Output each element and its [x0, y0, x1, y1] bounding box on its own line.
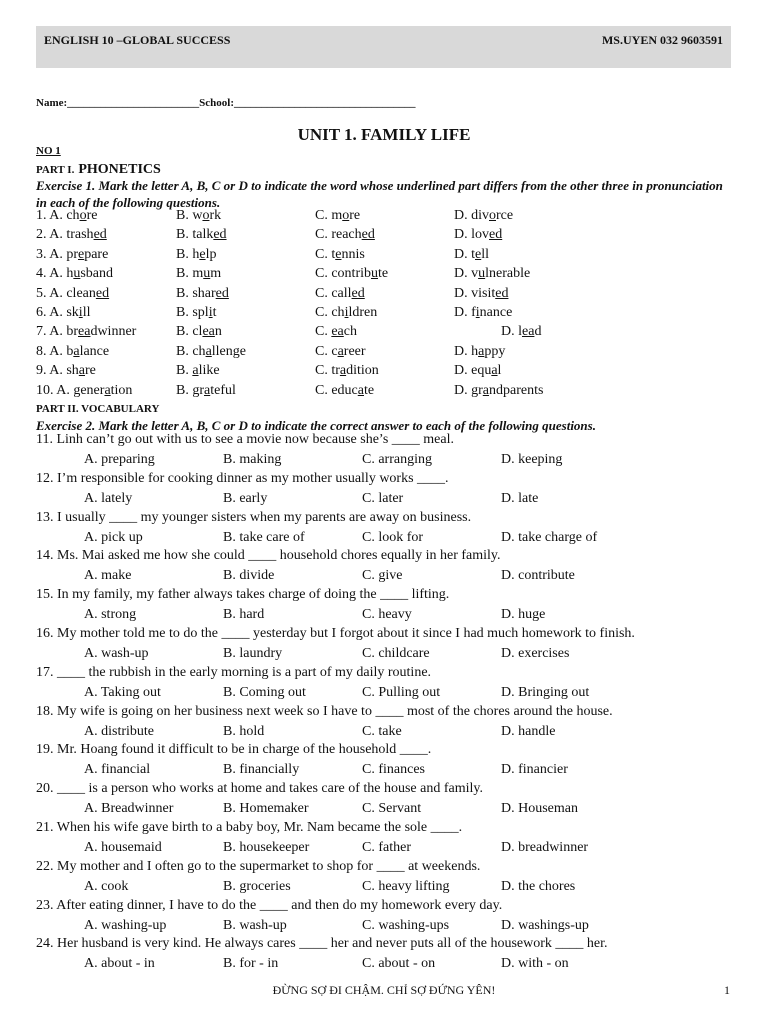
answer-options — [0, 530, 768, 548]
question-text: 12. I’m responsible for cooking dinner as my mother usually works ____. — [36, 470, 449, 486]
phonetics-option — [36, 363, 96, 379]
teacher-contact: MS.UYEN 032 9603591 — [601, 33, 723, 47]
underlined-part: e — [475, 246, 482, 262]
phonetics-option — [454, 247, 489, 263]
phonetics-option — [176, 363, 220, 379]
answer-option: D. handle — [501, 723, 556, 739]
question-text: 13. I usually ____ my younger sisters when my parents are away on business. — [36, 509, 472, 525]
option-text: C. m — [315, 208, 343, 223]
option-text: ndparents — [489, 382, 544, 398]
option-text: B. — [176, 363, 193, 379]
option-text: D. t — [454, 246, 475, 262]
answer-options — [0, 879, 768, 897]
question-text: 11. Linh can’t go out with us to see a movie now because she’s ____ meal. — [36, 432, 454, 447]
option-text: C. — [315, 324, 332, 340]
phonetics-option — [176, 208, 221, 224]
phonetics-option — [454, 363, 501, 379]
option-text: D. l — [501, 324, 522, 340]
phonetics-option — [454, 266, 530, 282]
option-text: 5. A. clean — [36, 285, 96, 301]
option-text: B. shar — [176, 285, 216, 301]
option-text: B. m — [176, 266, 204, 282]
option-text: C. ch — [315, 305, 345, 320]
underlined-part: a — [104, 382, 111, 398]
answer-option: D. breadwinner — [501, 840, 589, 855]
phonetics-option — [176, 324, 222, 340]
option-text: ll — [481, 246, 489, 262]
phonetics-option — [454, 383, 543, 399]
option-text: m — [210, 266, 222, 282]
option-text: te — [363, 382, 375, 398]
option-text: 9. A. sh — [36, 363, 79, 379]
option-text: B. gr — [176, 382, 204, 398]
phonetics-option — [36, 324, 136, 340]
option-text: 7. A. br — [36, 324, 78, 340]
underlined-part: o — [202, 208, 210, 223]
phonetics-option — [454, 286, 508, 302]
question-text: 21. When his wife gave birth to a baby boy, Mr. Nam became the sole ____. — [36, 820, 463, 835]
course-title: ENGLISH 10 –GLOBAL SUCCESS — [44, 33, 231, 47]
answer-option: C. heavy lifting — [362, 878, 450, 894]
phonetics-question — [36, 344, 736, 363]
phonetics-option — [501, 324, 541, 340]
answer-option: C. childcare — [362, 646, 430, 661]
answer-option: D. Bringing out — [501, 684, 590, 700]
underlined-part: a — [337, 343, 344, 359]
underlined-part: e — [335, 246, 342, 262]
option-text: ll — [82, 305, 91, 320]
answer-option: A. strong — [84, 607, 137, 623]
phonetics-option — [315, 344, 366, 360]
question-text: 15. In my family, my father always takes charge of doing the ____ lifting. — [36, 587, 450, 603]
option-text: C. contrib — [315, 266, 371, 282]
underlined-part: ea — [202, 324, 215, 340]
option-text: C. tr — [315, 363, 340, 379]
answer-option: C. give — [362, 568, 403, 584]
question-text: 24. Her husband is very kind. He always cares ____ her and never puts all of the housework ____ her. — [36, 936, 608, 952]
question-text: 17. ____ the rubbish in the early morning is a part of my daily routine. — [36, 664, 432, 680]
underlined-part: a — [205, 343, 212, 359]
underlined-part: a — [339, 363, 347, 379]
phonetics-option — [36, 227, 107, 243]
answer-option: C. Servant — [362, 801, 422, 817]
option-text: C. t — [315, 246, 336, 262]
phonetics-option — [454, 227, 502, 243]
underlined-part: e — [78, 246, 85, 262]
option-text: B. cl — [176, 324, 203, 340]
underlined-part: ed — [93, 227, 107, 243]
phonetics-option — [315, 305, 377, 321]
answer-option: B. Coming out — [223, 684, 306, 700]
option-text: ch — [343, 324, 357, 340]
underlined-part: u — [371, 266, 378, 282]
exercise2-instruction: Exercise 2. Mark the letter A, B, C or D to indicate the correct answer to each of the following questions. — [36, 418, 596, 433]
page-number: 1 — [724, 983, 730, 997]
phonetics-option — [176, 305, 216, 321]
answer-option: A. make — [84, 568, 132, 584]
answer-option: D. the chores — [501, 878, 576, 894]
option-text: D. f — [454, 305, 476, 320]
answer-options — [0, 956, 768, 974]
answer-options — [0, 685, 768, 703]
answer-option: A. distribute — [84, 723, 154, 739]
underlined-part: o — [79, 208, 87, 223]
underlined-part: a — [78, 363, 86, 379]
underlined-part: ea — [78, 324, 91, 340]
option-text: dwinner — [90, 324, 137, 340]
answer-option: B. making — [223, 452, 282, 467]
answer-option: A. washing-up — [84, 917, 167, 933]
phonetics-option — [36, 247, 108, 263]
phonetics-question — [36, 305, 736, 324]
answer-option: C. arranging — [362, 452, 432, 467]
answer-option: A. cook — [84, 878, 129, 894]
phonetics-option — [176, 247, 216, 263]
question-text: 22. My mother and I often go to the supermarket to shop for ____ at weekends. — [36, 858, 481, 874]
answer-option: D. exercises — [501, 646, 570, 661]
answer-option: B. hard — [223, 607, 265, 623]
option-text: 2. A. trash — [36, 227, 94, 243]
option-text: dition — [346, 363, 379, 379]
phonetics-question — [36, 363, 736, 382]
option-text: 4. A. h — [36, 266, 74, 282]
answer-options — [0, 452, 768, 470]
option-text: 3. A. pr — [36, 246, 78, 262]
answer-option: B. for - in — [223, 956, 279, 972]
underlined-part: i — [208, 305, 213, 320]
answer-option: B. wash-up — [223, 917, 287, 933]
phonetics-option — [315, 324, 357, 340]
answer-option: A. Taking out — [84, 684, 161, 700]
answer-option: C. father — [362, 840, 411, 855]
underlined-part: i — [344, 305, 349, 320]
option-text: C. reach — [315, 227, 362, 243]
unit-title: UNIT 1. FAMILY LIFE — [297, 125, 471, 144]
answer-option: C. about - on — [362, 956, 436, 972]
part2-heading: PART II. VOCABULARY — [36, 403, 160, 415]
underlined-part: ea — [522, 324, 535, 340]
phonetics-option — [315, 266, 388, 282]
part1-title: PHONETICS — [78, 162, 161, 177]
phonetics-option — [315, 247, 365, 263]
underlined-part: i — [475, 305, 480, 320]
underlined-part: a — [491, 363, 498, 379]
option-text: lp — [205, 246, 217, 262]
phonetics-question — [36, 324, 736, 343]
option-text: sband — [80, 266, 114, 282]
option-text: te — [378, 266, 389, 282]
phonetics-question — [36, 247, 736, 266]
option-text: D. h — [454, 343, 479, 359]
footer-motto: ĐỪNG SỢ ĐI CHẬM. CHỈ SỢ ĐỨNG YÊN! — [272, 983, 496, 997]
answer-options — [0, 491, 768, 509]
option-text: C. educ — [315, 382, 358, 398]
option-text: B. spl — [176, 305, 209, 320]
answer-option: C. heavy — [362, 607, 412, 623]
underlined-part: o — [489, 208, 496, 223]
option-text: d — [534, 324, 542, 340]
answer-option: A. housemaid — [84, 840, 162, 855]
phonetics-option — [36, 208, 97, 224]
answer-options — [0, 724, 768, 742]
option-text: nnis — [341, 246, 365, 262]
answer-options — [0, 918, 768, 936]
option-text: B. h — [176, 246, 200, 262]
underlined-part: ed — [361, 227, 375, 243]
underlined-part: ed — [215, 285, 229, 301]
answer-option: D. Houseman — [501, 801, 578, 817]
answer-option: D. keeping — [501, 452, 563, 467]
answer-option: A. lately — [84, 490, 133, 506]
answer-option: A. about - in — [84, 956, 155, 972]
underlined-part: ed — [213, 227, 227, 243]
phonetics-option — [454, 305, 512, 321]
option-text: rk — [209, 208, 222, 223]
underlined-part: a — [357, 382, 364, 398]
option-text: re — [85, 363, 96, 379]
phonetics-option — [36, 266, 113, 282]
answer-option: B. financially — [223, 762, 300, 778]
answer-option: D. late — [501, 490, 539, 506]
option-text: tion — [110, 382, 133, 398]
phonetics-option — [176, 344, 246, 360]
option-text: pare — [84, 246, 109, 262]
answer-option: C. later — [362, 490, 404, 506]
answer-option: C. finances — [362, 762, 425, 778]
underlined-part: ed — [95, 285, 110, 301]
phonetics-question — [36, 208, 736, 227]
question-text: 16. My mother told me to do the ____ yesterday but I forgot about it since I had much homework to finish. — [36, 626, 635, 641]
answer-option: B. take care of — [223, 529, 305, 545]
answer-options — [0, 646, 768, 664]
underlined-part: e — [199, 246, 206, 262]
option-text: re — [86, 208, 98, 223]
option-text: re — [349, 208, 361, 223]
option-text: rce — [496, 208, 514, 223]
option-text: ldren — [348, 305, 378, 320]
option-text: B. ch — [176, 343, 206, 359]
phonetics-option — [315, 286, 365, 302]
answer-option: B. Homemaker — [223, 801, 309, 817]
underlined-part: u — [203, 266, 211, 282]
underlined-part: u — [73, 266, 81, 282]
phonetics-option — [315, 383, 374, 399]
answer-option: A. Breadwinner — [84, 801, 174, 817]
question-text: 19. Mr. Hoang found it difficult to be in charge of the household ____. — [36, 742, 432, 758]
answer-option: B. housekeeper — [223, 840, 310, 855]
phonetics-option — [36, 383, 132, 399]
phonetics-option — [36, 286, 109, 302]
answer-option: C. take — [362, 723, 402, 739]
phonetics-question — [36, 266, 736, 285]
answer-option: C. Pulling out — [362, 684, 441, 700]
underlined-part: ed — [489, 227, 503, 243]
option-text: D. lov — [454, 227, 489, 243]
part1-prefix: PART I. — [36, 164, 75, 176]
answer-options — [0, 568, 768, 586]
test-number: NO 1 — [36, 145, 61, 157]
option-text: D. visit — [454, 285, 496, 301]
answer-option: D. financier — [501, 762, 568, 778]
option-text: l — [497, 363, 502, 379]
answer-options — [0, 801, 768, 819]
answer-option: A. pick up — [84, 529, 143, 545]
option-text: teful — [210, 382, 236, 398]
option-text: 1. A. ch — [36, 208, 80, 223]
phonetics-option — [454, 208, 513, 224]
option-text: nance — [479, 305, 513, 320]
phonetics-option — [176, 383, 236, 399]
question-text: 14. Ms. Mai asked me how she could ____ household chores equally in her family. — [36, 548, 501, 564]
underlined-part: a — [204, 382, 211, 398]
option-text: 6. A. sk — [36, 305, 79, 320]
answer-option: D. take charge of — [501, 529, 598, 545]
phonetics-question — [36, 286, 736, 305]
phonetics-option — [36, 305, 90, 321]
phonetics-option — [315, 227, 375, 243]
option-text: llenge — [211, 343, 246, 359]
underlined-part: a — [482, 382, 489, 398]
option-text: n — [214, 324, 222, 340]
answer-option: D. washings-up — [501, 917, 589, 933]
option-text: lance — [79, 343, 110, 359]
option-text: B. talk — [176, 227, 214, 243]
answer-option: A. preparing — [84, 452, 155, 467]
option-text: B. w — [176, 208, 203, 223]
question-text: 23. After eating dinner, I have to do the ____ and then do my homework every day. — [36, 897, 503, 913]
answer-option: D. with - on — [501, 956, 569, 972]
option-text: t — [212, 305, 217, 320]
phonetics-option — [36, 344, 109, 360]
phonetics-option — [176, 227, 227, 243]
exercise1-instruction: Exercise 1. Mark the letter A, B, C or D to indicate the word whose underlined part differs from the other three in pronunciation in each of the following questions. — [36, 178, 723, 210]
name-school-line: Name:________________________School:_________________________________ — [36, 97, 416, 109]
answer-option: C. look for — [362, 529, 424, 545]
answer-option: B. early — [223, 490, 268, 506]
answer-option: B. divide — [223, 568, 275, 584]
answer-options — [0, 840, 768, 858]
answer-option: A. financial — [84, 762, 151, 778]
phonetics-option — [454, 344, 505, 360]
part1-heading — [36, 160, 161, 178]
header-band — [36, 26, 731, 68]
underlined-part: a — [478, 343, 485, 359]
option-text: ppy — [484, 343, 506, 359]
underlined-part: a — [192, 363, 199, 379]
underlined-part: i — [78, 305, 83, 320]
question-text: 18. My wife is going on her business next week so I have to ____ most of the chores around the house. — [36, 703, 613, 719]
phonetics-option — [315, 208, 360, 224]
answer-option: B. laundry — [223, 646, 283, 661]
underlined-part: u — [478, 266, 486, 282]
phonetics-question — [36, 383, 736, 402]
option-text: D. v — [454, 266, 479, 282]
option-text: 10. A. gener — [36, 382, 105, 398]
underlined-part: o — [342, 208, 350, 223]
phonetics-option — [176, 266, 221, 282]
option-text: reer — [343, 343, 366, 359]
answer-option: A. wash-up — [84, 646, 149, 661]
phonetics-option — [176, 286, 229, 302]
phonetics-option — [315, 363, 379, 379]
answer-option: B. groceries — [223, 878, 291, 894]
underlined-part: ed — [351, 285, 365, 301]
answer-option: D. huge — [501, 607, 546, 623]
option-text: D. gr — [454, 382, 483, 398]
underlined-part: ea — [331, 324, 344, 340]
underlined-part: a — [73, 343, 80, 359]
option-text: C. c — [315, 343, 338, 359]
answer-option: B. hold — [223, 723, 265, 739]
underlined-part: ed — [495, 285, 509, 301]
option-text: lnerable — [485, 266, 531, 282]
question-text: 20. ____ is a person who works at home and takes care of the house and family. — [36, 781, 483, 797]
answer-options — [0, 762, 768, 780]
option-text: D. div — [454, 208, 489, 223]
option-text: D. equ — [454, 363, 492, 379]
answer-option: D. contribute — [501, 568, 575, 584]
option-text: like — [198, 363, 220, 379]
answer-option: C. washing-ups — [362, 917, 450, 933]
option-text: C. call — [315, 285, 352, 301]
option-text: 8. A. b — [36, 343, 74, 359]
phonetics-question — [36, 227, 736, 246]
answer-options — [0, 607, 768, 625]
